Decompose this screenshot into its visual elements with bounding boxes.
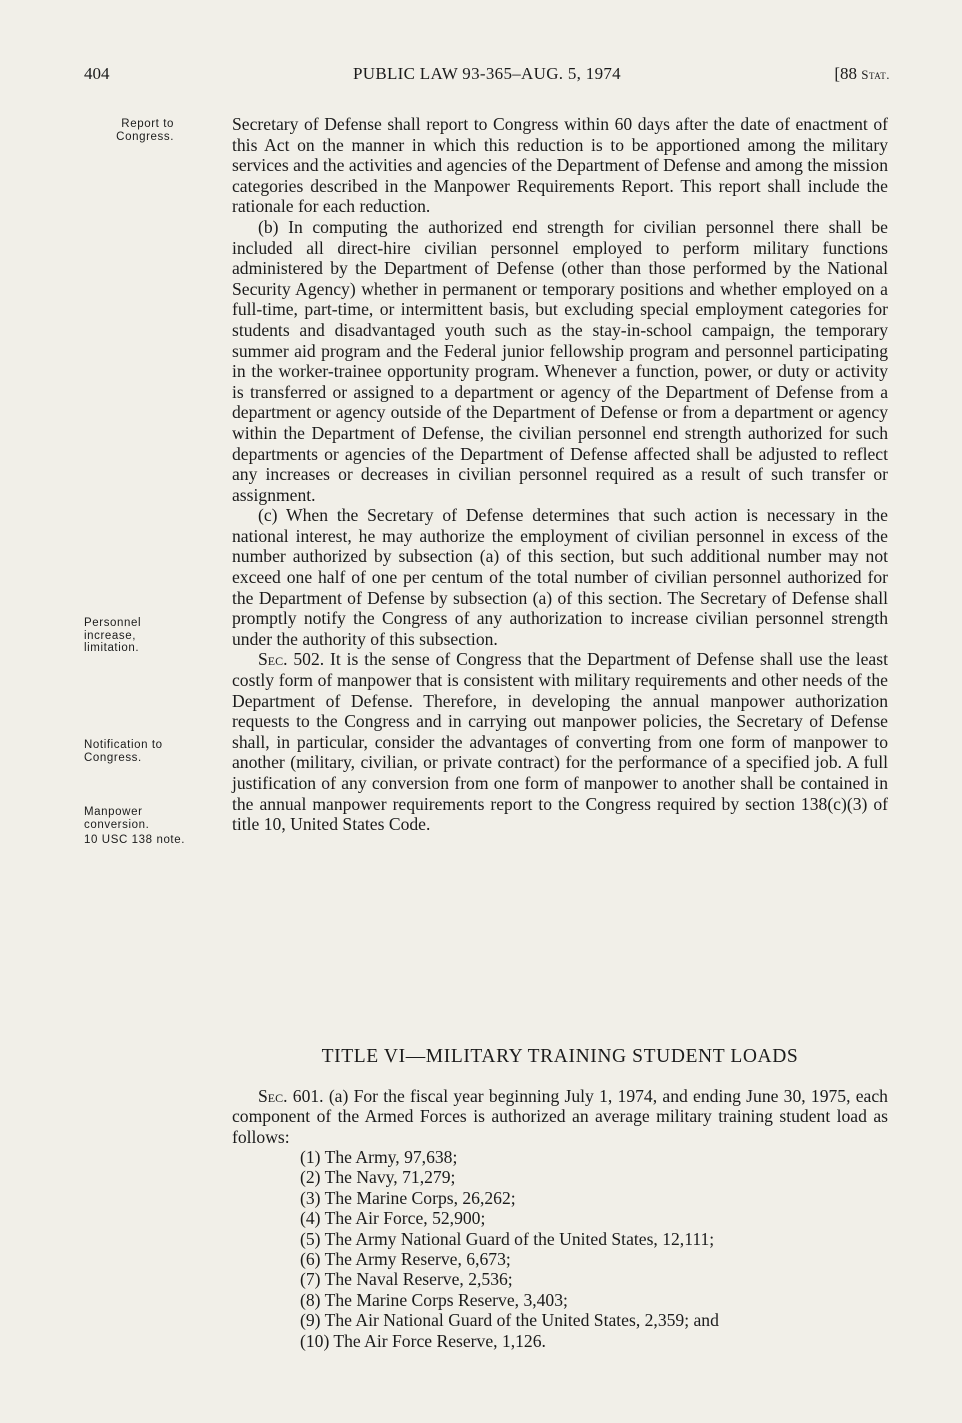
section-body	[232, 114, 888, 835]
section-502-text: It is the sense of Congress that the Department of Defense shall use the least costly form of manpower that is consistent with military requirements and other needs of the Department of Defense. Therefore, in developing the annual manpower authorization requests to the Congress and in carrying out manpower policies, the Secretary of Defense shall, in particular, consider the advantages of converting from one form of manpower to another (military, civilian, or private contract) for the performance of a specified job. A full justification of any conversion from one form of manpower to another shall be contained in the annual manpower requirements report to the Congress required by section 138(c)(3) of title 10, United States Code.	[232, 649, 888, 835]
paragraph-a-continued: Secretary of Defense shall report to Congress within 60 days after the date of enactment of this Act on the manner in which this reduction is to be apportioned among the military services and the activities and agencies of the Department of Defense and among the mission categories described in the Manpower Requirements Report. This report shall include the rationale for each reduction.	[232, 114, 888, 217]
section-502	[232, 649, 888, 834]
list-item: (2) The Navy, 71,279;	[300, 1167, 456, 1188]
list-item: (6) The Army Reserve, 6,673;	[300, 1249, 511, 1270]
list-item: (1) The Army, 97,638;	[300, 1147, 458, 1167]
section-601	[232, 1086, 888, 1147]
margin-note-usc: 10 USC 138 note.	[84, 834, 186, 846]
paragraph-c: (c) When the Secretary of Defense determines that such action is necessary in the national interest, he may authorize the employment of civilian personnel in excess of the number authorized by subsection (a) of this section, but such additional number may not exceed one half of one per centum of the total number of civilian personnel authorized for the Department of Defense by subsection (a) of this section. The Secretary of Defense shall promptly notify the Congress of any authorization to increase civilian personnel strength under the authority of this subsection.	[232, 505, 888, 649]
stat-prefix: [88	[834, 64, 862, 83]
stat-word: Stat.	[861, 67, 890, 82]
margin-note-personnel: Personnel increase, limitation.	[84, 617, 142, 654]
list-item: (5) The Army National Guard of the United States, 12,111;	[300, 1228, 715, 1249]
title-vi-heading: TITLE VI—MILITARY TRAINING STUDENT LOADS	[321, 1046, 799, 1067]
section-601-label: Sec. 601.	[258, 1086, 324, 1106]
page-number: 404	[84, 64, 110, 83]
list-item: (9) The Air National Guard of the United States, 2,359; and	[300, 1310, 719, 1331]
list-item: (7) The Naval Reserve, 2,536;	[300, 1269, 513, 1290]
page-header	[84, 64, 890, 90]
running-title: PUBLIC LAW 93-365–AUG. 5, 1974	[353, 64, 621, 83]
margin-note-notification: Notification to Congress.	[84, 739, 163, 764]
section-601-text: (a) For the fiscal year beginning July 1, 1974, and ending June 30, 1975, each component of the Armed Forces is authorized an average military training student load as follows:	[232, 1086, 888, 1147]
paragraph-b: (b) In computing the authorized end strength for civilian personnel there shall be included all direct-hire civilian personnel employed to perform military functions administered by the Department of Defense (other than those performed by the National Security Agency) whether in permanent or temporary positions and whether employed on a full-time, part-time, or intermittent basis, but excluding special employment categories for students and disadvantaged youth such as the stay-in-school campaign, the temporary summer aid program and the Federal junior fellowship program and personnel participating in the worker-trainee opportunity program. Whenever a function, power, or duty or activity is transferred or assigned to a department or agency of the Department of Defense from a department or agency outside of the Department of Defense or from a department or agency within the Department of Defense, the civilian personnel end strength authorized for such departments or agencies of the Department of Defense affected shall be adjusted to reflect any increases or decreases in civilian personnel required as a result of such transfer or assignment.	[232, 216, 888, 505]
margin-note-manpower: Manpower conversion.	[84, 806, 150, 831]
list-item: (8) The Marine Corps Reserve, 3,403;	[300, 1289, 568, 1310]
list-item: (4) The Air Force, 52,900;	[300, 1208, 486, 1229]
statute-volume	[834, 64, 890, 84]
section-502-label: Sec. 502.	[258, 649, 325, 670]
student-load-list	[300, 1147, 900, 1351]
list-item: (3) The Marine Corps, 26,262;	[300, 1187, 516, 1208]
list-item: (10) The Air Force Reserve, 1,126.	[300, 1330, 546, 1351]
section-601-paragraph	[232, 1086, 888, 1147]
margin-note-report: Report to Congress.	[116, 118, 174, 143]
